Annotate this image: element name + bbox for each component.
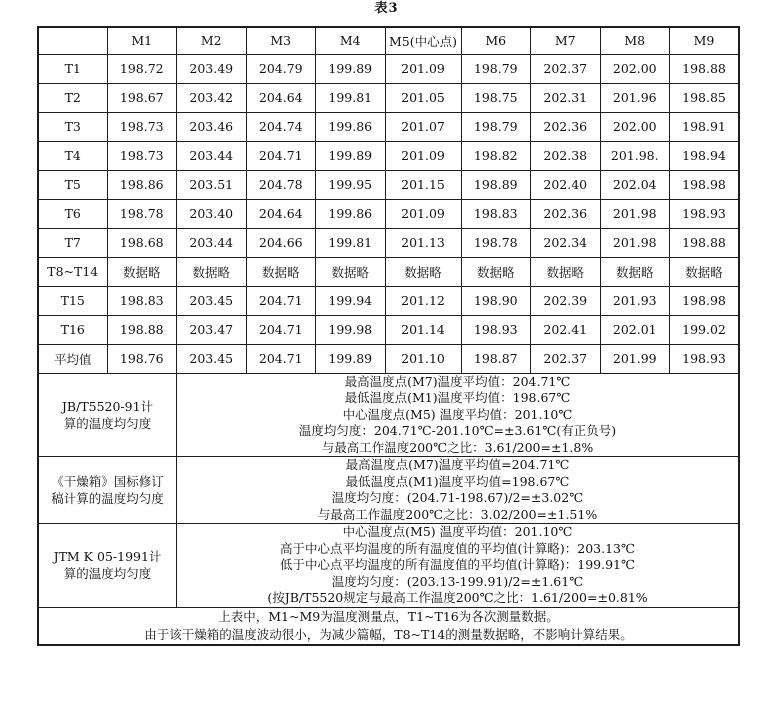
table-cell: 201.09 bbox=[385, 54, 461, 83]
table-cell: 199.89 bbox=[316, 141, 386, 170]
table-footnote bbox=[38, 607, 739, 645]
table-cell: 202.41 bbox=[531, 315, 601, 344]
column-header: M2 bbox=[177, 27, 247, 54]
table-cell: 数据略 bbox=[600, 257, 670, 286]
calc-block-label-line: 《干燥箱》国标修订 bbox=[51, 474, 164, 489]
table-cell: 202.40 bbox=[531, 170, 601, 199]
table-cell: 199.86 bbox=[316, 199, 386, 228]
table-cell: 202.39 bbox=[531, 286, 601, 315]
table-cell: 198.91 bbox=[670, 112, 740, 141]
table-cell: 198.78 bbox=[461, 228, 531, 257]
calc-line: 温度均匀度：(204.71-198.67)/2=±3.02℃ bbox=[331, 490, 584, 505]
calc-line: 低于中心点平均温度的所有温度值的平均值(计算略)：199.91℃ bbox=[280, 557, 635, 572]
calc-block-label-line: JTM K 05-1991计 bbox=[53, 549, 162, 565]
calc-block-label bbox=[38, 524, 177, 608]
table-cell: 203.42 bbox=[177, 83, 247, 112]
table-cell: 204.71 bbox=[246, 315, 316, 344]
table-caption: 表3 bbox=[374, 1, 399, 16]
table-cell: 199.95 bbox=[316, 170, 386, 199]
row-label: T4 bbox=[38, 141, 107, 170]
table-cell: 198.85 bbox=[670, 83, 740, 112]
table-cell: 198.83 bbox=[461, 199, 531, 228]
table-cell: 202.36 bbox=[531, 112, 601, 141]
calc-line: 最高温度点(M7)温度平均值=204.71℃ bbox=[345, 457, 570, 472]
calc-line: 最低温度点(M1)温度平均值=198.67℃ bbox=[345, 473, 570, 489]
measurement-table bbox=[37, 26, 740, 646]
table-row bbox=[38, 228, 739, 257]
table-cell: 201.98. bbox=[600, 141, 670, 170]
table-cell: 202.37 bbox=[531, 54, 601, 83]
column-header: M1 bbox=[107, 27, 177, 54]
table-cell: 204.64 bbox=[246, 83, 316, 112]
table-cell: 198.88 bbox=[670, 228, 740, 257]
calc-block-row bbox=[38, 373, 739, 457]
table-cell: 198.94 bbox=[670, 141, 740, 170]
calc-line: 温度均匀度：204.71℃-201.10℃=±3.61℃(有正负号) bbox=[298, 423, 617, 438]
column-header: M5(中心点) bbox=[385, 27, 461, 54]
table-cell: 数据略 bbox=[107, 257, 177, 286]
table-cell: 数据略 bbox=[531, 257, 601, 286]
table-cell: 数据略 bbox=[670, 257, 740, 286]
calc-block-label-line: JB/T5520-91计 bbox=[61, 398, 154, 414]
table-cell: 201.15 bbox=[385, 170, 461, 199]
table-cell: 数据略 bbox=[461, 257, 531, 286]
table-cell: 199.94 bbox=[316, 286, 386, 315]
row-label: T3 bbox=[38, 112, 107, 141]
table-cell: 201.07 bbox=[385, 112, 461, 141]
row-label: T7 bbox=[38, 228, 107, 257]
table-cell: 199.86 bbox=[316, 112, 386, 141]
table-cell: 198.82 bbox=[461, 141, 531, 170]
calc-block-label bbox=[38, 373, 177, 457]
table-row bbox=[38, 257, 739, 286]
column-header: M3 bbox=[246, 27, 316, 54]
column-header: M7 bbox=[531, 27, 601, 54]
table-cell: 199.89 bbox=[316, 54, 386, 83]
table-cell: 201.05 bbox=[385, 83, 461, 112]
calc-block-content bbox=[177, 457, 740, 524]
table-cell: 203.46 bbox=[177, 112, 247, 141]
row-label: 平均值 bbox=[38, 344, 107, 373]
table-cell: 204.66 bbox=[246, 228, 316, 257]
table-cell: 204.71 bbox=[246, 141, 316, 170]
table-cell: 198.75 bbox=[461, 83, 531, 112]
table-cell: 201.10 bbox=[385, 344, 461, 373]
table-cell: 202.04 bbox=[600, 170, 670, 199]
table-row bbox=[38, 54, 739, 83]
table-cell: 204.78 bbox=[246, 170, 316, 199]
table-cell: 数据略 bbox=[385, 257, 461, 286]
table-cell: 204.71 bbox=[246, 344, 316, 373]
table-cell: 198.88 bbox=[107, 315, 177, 344]
table-cell: 201.93 bbox=[600, 286, 670, 315]
table-cell: 204.79 bbox=[246, 54, 316, 83]
table-cell: 202.31 bbox=[531, 83, 601, 112]
table-cell: 201.09 bbox=[385, 141, 461, 170]
table-cell: 数据略 bbox=[316, 257, 386, 286]
table-row bbox=[38, 141, 739, 170]
calc-line: 最高温度点(M7)温度平均值：204.71℃ bbox=[344, 373, 571, 389]
table-cell: 198.73 bbox=[107, 141, 177, 170]
table-row bbox=[38, 286, 739, 315]
table-cell: 198.88 bbox=[670, 54, 740, 83]
table-cell: 203.47 bbox=[177, 315, 247, 344]
table-cell: 202.34 bbox=[531, 228, 601, 257]
table-cell: 198.93 bbox=[670, 344, 740, 373]
table-cell: 198.89 bbox=[461, 170, 531, 199]
table-cell: 198.93 bbox=[670, 199, 740, 228]
table-cell: 198.98 bbox=[670, 170, 740, 199]
table-cell: 203.49 bbox=[177, 54, 247, 83]
calc-line: 与最高工作温度200℃之比：3.61/200=±1.8% bbox=[321, 439, 594, 455]
table-cell: 198.90 bbox=[461, 286, 531, 315]
calc-blocks-body bbox=[38, 373, 739, 607]
table-cell: 202.00 bbox=[600, 112, 670, 141]
calc-block-row bbox=[38, 524, 739, 608]
calc-line: 与最高工作温度200℃之比：3.02/200=±1.51% bbox=[317, 506, 598, 522]
table-cell: 203.44 bbox=[177, 228, 247, 257]
table-cell: 201.14 bbox=[385, 315, 461, 344]
header-row bbox=[38, 27, 739, 54]
table-cell: 202.00 bbox=[600, 54, 670, 83]
calc-line: 高于中心点平均温度的所有温度值的平均值(计算略)：203.13℃ bbox=[280, 540, 635, 556]
table-cell: 203.51 bbox=[177, 170, 247, 199]
table-cell: 198.79 bbox=[461, 54, 531, 83]
table-cell: 199.81 bbox=[316, 83, 386, 112]
footnote-body bbox=[38, 607, 739, 645]
table-cell: 198.72 bbox=[107, 54, 177, 83]
table-cell: 204.74 bbox=[246, 112, 316, 141]
table-cell: 数据略 bbox=[177, 257, 247, 286]
table-cell: 199.98 bbox=[316, 315, 386, 344]
table-data-body bbox=[38, 54, 739, 373]
table-cell: 198.73 bbox=[107, 112, 177, 141]
table-cell: 198.98 bbox=[670, 286, 740, 315]
table-row bbox=[38, 112, 739, 141]
column-header: M8 bbox=[600, 27, 670, 54]
table-cell: 204.64 bbox=[246, 199, 316, 228]
corner-cell bbox=[38, 27, 107, 54]
calc-line: 中心温度点(M5) 温度平均值：201.10℃ bbox=[342, 406, 573, 422]
footnote-line: 由于该干燥箱的温度波动很小，为减少篇幅，T8~T14的测量数据略，不影响计算结果。 bbox=[144, 626, 633, 642]
calc-block-label-line: 稿计算的温度均匀度 bbox=[51, 491, 164, 506]
table-cell: 数据略 bbox=[246, 257, 316, 286]
row-label: T8~T14 bbox=[38, 257, 107, 286]
column-header: M4 bbox=[316, 27, 386, 54]
table-cell: 201.98 bbox=[600, 228, 670, 257]
calc-block-content bbox=[177, 373, 740, 457]
table-cell: 201.96 bbox=[600, 83, 670, 112]
table-cell: 198.87 bbox=[461, 344, 531, 373]
table-cell: 204.71 bbox=[246, 286, 316, 315]
table-cell: 199.81 bbox=[316, 228, 386, 257]
footnote-line: 上表中，M1~M9为温度测量点，T1~T16为各次测量数据。 bbox=[218, 608, 559, 624]
table-cell: 201.09 bbox=[385, 199, 461, 228]
table-cell: 203.45 bbox=[177, 286, 247, 315]
table-cell: 203.40 bbox=[177, 199, 247, 228]
column-header: M6 bbox=[461, 27, 531, 54]
table-cell: 198.86 bbox=[107, 170, 177, 199]
calc-block-row bbox=[38, 457, 739, 524]
table-cell: 198.83 bbox=[107, 286, 177, 315]
table-cell: 198.79 bbox=[461, 112, 531, 141]
row-label: T5 bbox=[38, 170, 107, 199]
calc-line: 中心温度点(M5) 温度平均值：201.10℃ bbox=[342, 524, 573, 539]
table-row bbox=[38, 83, 739, 112]
table-cell: 198.67 bbox=[107, 83, 177, 112]
footnote-row bbox=[38, 607, 739, 645]
calc-block-label-line: 算的温度均匀度 bbox=[63, 415, 152, 431]
table-cell: 202.37 bbox=[531, 344, 601, 373]
table-row bbox=[38, 199, 739, 228]
table-cell: 198.78 bbox=[107, 199, 177, 228]
table-cell: 199.89 bbox=[316, 344, 386, 373]
table-row bbox=[38, 170, 739, 199]
table-cell: 202.36 bbox=[531, 199, 601, 228]
table-cell: 198.93 bbox=[461, 315, 531, 344]
table-row bbox=[38, 344, 739, 373]
table-cell: 203.44 bbox=[177, 141, 247, 170]
calc-line: (按JB/T5520规定与最高工作温度200℃之比：1.61/200=±0.81% bbox=[267, 590, 648, 605]
column-header: M9 bbox=[670, 27, 740, 54]
calc-line: 最低温度点(M1)温度平均值：198.67℃ bbox=[344, 390, 571, 405]
table-cell: 201.98 bbox=[600, 199, 670, 228]
row-label: T16 bbox=[38, 315, 107, 344]
row-label: T1 bbox=[38, 54, 107, 83]
row-label: T2 bbox=[38, 83, 107, 112]
table-cell: 198.68 bbox=[107, 228, 177, 257]
table-row bbox=[38, 315, 739, 344]
table-cell: 199.02 bbox=[670, 315, 740, 344]
table-cell: 198.76 bbox=[107, 344, 177, 373]
table-header bbox=[38, 27, 739, 54]
calc-block-label bbox=[38, 457, 177, 524]
row-label: T6 bbox=[38, 199, 107, 228]
table-cell: 202.38 bbox=[531, 141, 601, 170]
table-cell: 201.13 bbox=[385, 228, 461, 257]
table-cell: 202.01 bbox=[600, 315, 670, 344]
calc-block-label-line: 算的温度均匀度 bbox=[63, 566, 152, 582]
row-label: T15 bbox=[38, 286, 107, 315]
table-cell: 201.12 bbox=[385, 286, 461, 315]
table-cell: 203.45 bbox=[177, 344, 247, 373]
table-cell: 201.99 bbox=[600, 344, 670, 373]
calc-line: 温度均匀度：(203.13-199.91)/2=±1.61℃ bbox=[331, 573, 584, 589]
calc-block-content bbox=[177, 524, 740, 608]
